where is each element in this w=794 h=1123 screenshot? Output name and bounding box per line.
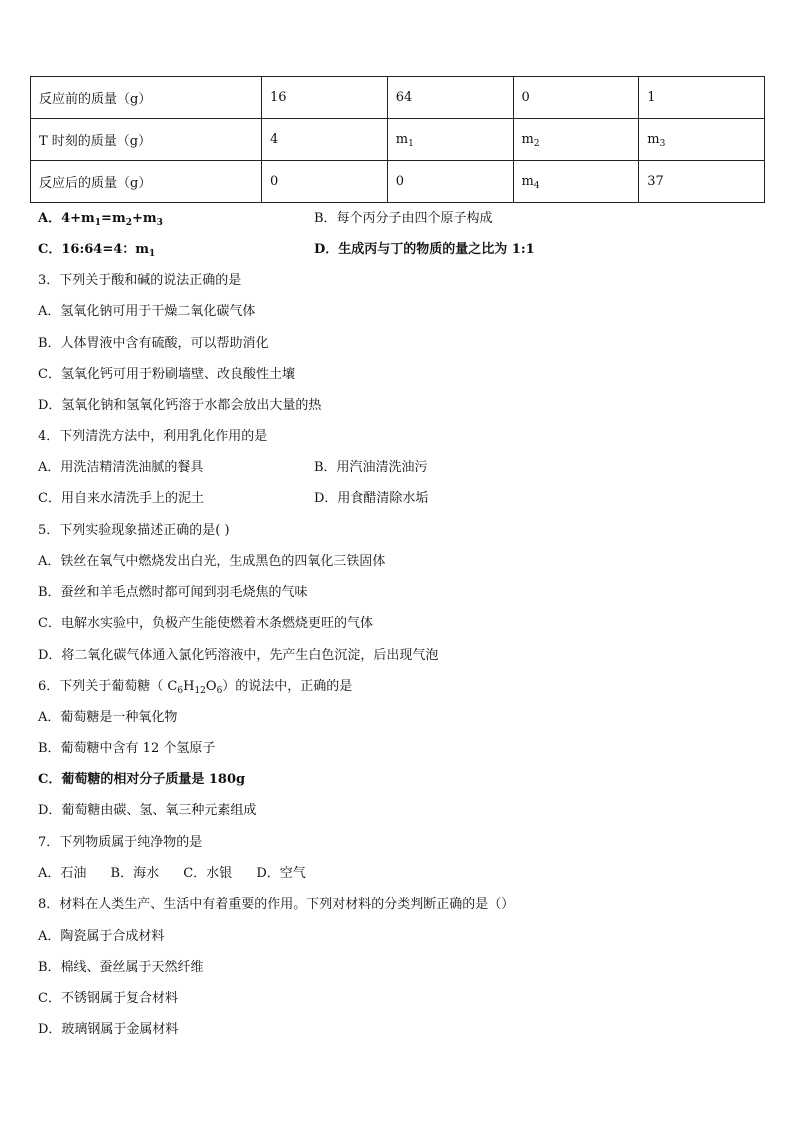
table-row (31, 77, 765, 119)
table-cell: 0 (387, 161, 513, 203)
table-cell: 反应后的质量（g） (31, 161, 262, 203)
q4-option-d: D．用食醋清除水垢 (314, 491, 429, 506)
q3-option-d: D．氢氧化钠和氢氧化钙溶于水都会放出大量的热 (38, 398, 322, 413)
q5-stem: 5．下列实验现象描述正确的是( ) (38, 523, 230, 538)
q7-stem: 7．下列物质属于纯净物的是 (38, 835, 203, 850)
q2-option-a: A．$4+m_1=m_2+m_3$ (38, 211, 163, 228)
q8-option-c: C．不锈钢属于复合材料 (38, 991, 178, 1006)
table-cell: 1 (639, 77, 765, 119)
table-cell: 4 (262, 119, 388, 161)
table-row (31, 119, 765, 161)
q6-option-a: A．葡萄糖是一种氧化物 (38, 710, 178, 725)
table-cell: $m_1$ (387, 119, 513, 161)
table-cell: $m_2$ (513, 119, 639, 161)
q4-stem: 4．下列清洗方法中，利用乳化作用的是 (38, 429, 268, 444)
q3-stem: 3．下列关于酸和碱的说法正确的是 (38, 273, 242, 288)
q7-option-b: B．海水 (110, 866, 160, 881)
table-cell: 0 (513, 77, 639, 119)
q7-options (38, 865, 326, 883)
table-cell: 0 (262, 161, 388, 203)
q4-option-a: A．用洗洁精清洗油腻的餐具 (38, 460, 204, 475)
q4-option-c: C．用自来水清洗手上的泥土 (38, 491, 204, 506)
q3-option-b: B．人体胃液中含有硫酸，可以帮助消化 (38, 336, 269, 351)
q5-option-b: B．蚕丝和羊毛点燃时都可闻到羽毛烧焦的气味 (38, 585, 308, 600)
q4-option-b: B．用汽油清洗油污 (314, 460, 428, 475)
q8-option-a: A．陶瓷属于合成材料 (38, 929, 165, 944)
table-cell: T 时刻的质量（g） (31, 119, 262, 161)
q2-option-c: C．16:64=4：$m_1$ (38, 242, 156, 259)
q7-option-c: C．水银 (183, 866, 233, 881)
q2-option-d: D．生成丙与丁的物质的量之比为 1:1 (314, 242, 535, 257)
q2-option-b: B．每个丙分子由四个原子构成 (314, 211, 493, 226)
table-row (31, 161, 765, 203)
table-cell: 反应前的质量（g） (31, 77, 262, 119)
table-cell: 16 (262, 77, 388, 119)
q8-stem: 8．材料在人类生产、生活中有着重要的作用。下列对材料的分类判断正确的是（） (38, 897, 515, 912)
q5-option-c: C．电解水实验中，负极产生能使燃着木条燃烧更旺的气体 (38, 616, 373, 631)
q6-option-c: C．葡萄糖的相对分子质量是 180g (38, 772, 246, 787)
q8-option-b: B．棉线、蚕丝属于天然纤维 (38, 960, 204, 975)
q6-option-b: B．葡萄糖中含有 12 个氢原子 (38, 741, 216, 756)
table-cell: $m_4$ (513, 161, 639, 203)
q6-option-d: D．葡萄糖由碳、氢、氧三种元素组成 (38, 803, 257, 818)
table-cell: 64 (387, 77, 513, 119)
q3-option-a: A．氢氧化钠可用于干燥二氧化碳气体 (38, 304, 256, 319)
q7-option-d: D．空气 (256, 866, 306, 881)
q6-stem: 6．下列关于葡萄糖（ $C_6H_{12}O_6$）的说法中，正确的是 (38, 679, 353, 696)
q5-option-a: A．铁丝在氧气中燃烧发出白光，生成黑色的四氧化三铁固体 (38, 554, 386, 569)
table-cell: $m_3$ (639, 119, 765, 161)
q8-option-d: D．玻璃钢属于金属材料 (38, 1022, 179, 1037)
mass-table (30, 76, 765, 203)
q7-option-a: A．石油 (38, 866, 87, 881)
table-cell: 37 (639, 161, 765, 203)
q3-option-c: C．氢氧化钙可用于粉刷墙壁、改良酸性土壤 (38, 367, 295, 382)
q5-option-d: D．将二氧化碳气体通入氯化钙溶液中，先产生白色沉淀，后出现气泡 (38, 648, 439, 663)
